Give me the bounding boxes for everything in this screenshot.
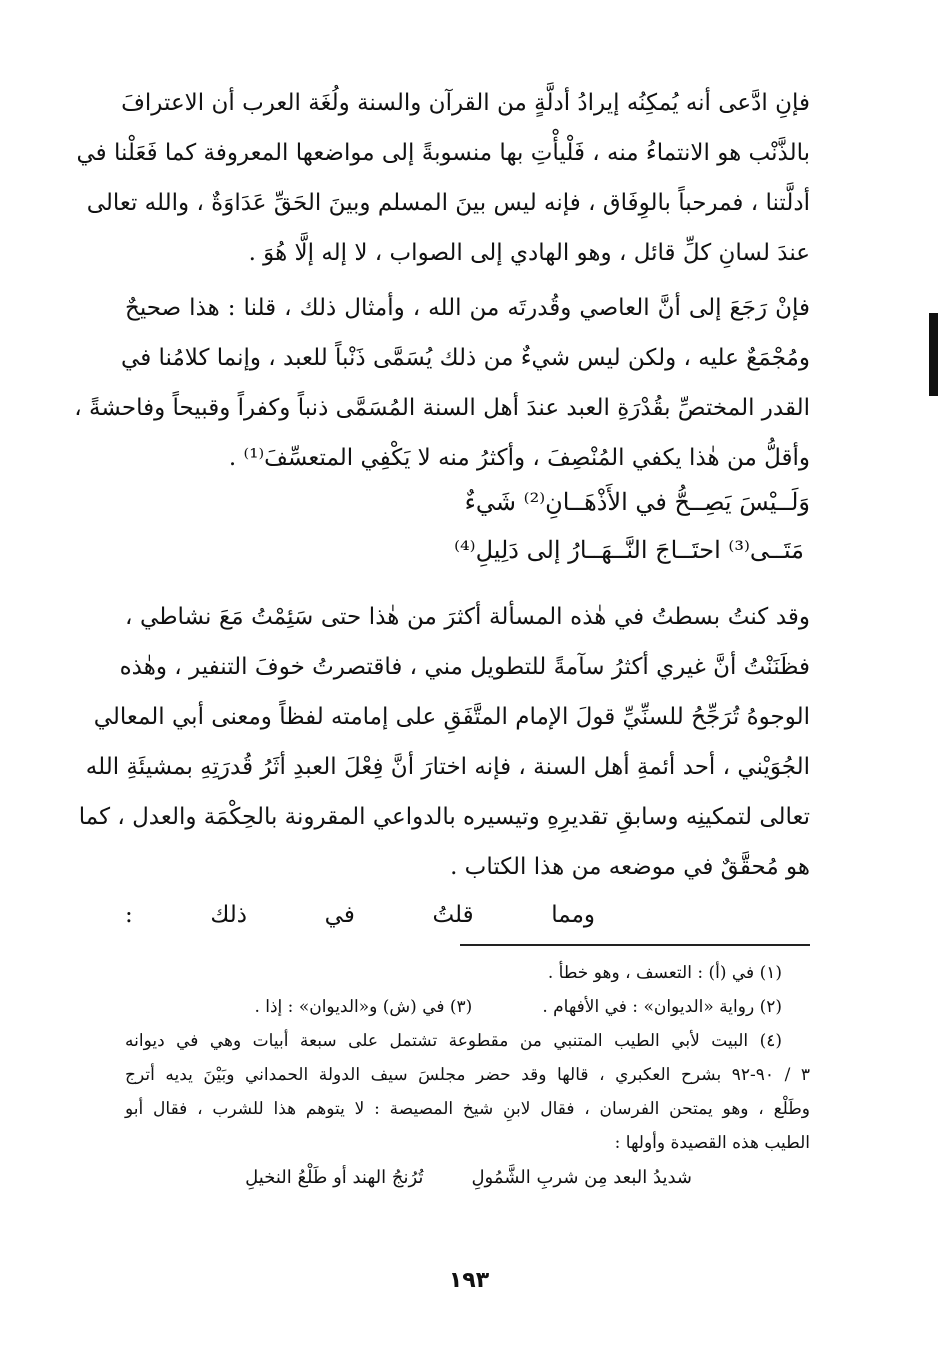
footnote-separator bbox=[460, 944, 810, 946]
verse-block bbox=[125, 478, 810, 574]
text-line: الجُوَيْني ، أحد أئمةِ أهل السنة ، فإنه اختارَ أنَّ فِعْلَ العبدِ أثَرُ قُدرَتِهِ بمشيئَةِ الله bbox=[85, 754, 810, 780]
page-number: ١٩٣ bbox=[448, 1268, 490, 1293]
footnote-2: (٢) رواية «الديوان» : في الأفهام . bbox=[542, 997, 782, 1017]
verse-line-2: مَتَــى⁽³⁾ احتَــاجَ النَّــهَــارُ إلى دَلِيلِ⁽⁴⁾ bbox=[454, 536, 804, 564]
text-line: عندَ لسانِ كلِّ قائل ، وهو الهادي إلى الصواب ، لا إله إلَّا هُوَ . bbox=[248, 240, 810, 266]
footnote-4-line: (٤) البيت لأبي الطيب المتنبي من مقطوعة تشتمل على سبعة أبيات وهي في ديوانه bbox=[125, 1031, 782, 1051]
footnote-4-line: ٣ / ٩٠-٩٢ بشرح العكبري ، قالها وقد حضر مجلسَ سيف الدولة الحمداني وبَيْنَ يديه أترج bbox=[125, 1065, 810, 1085]
poem-hemistich-2: تُرُنجُ الهند أو طَلْعُ النخيلِ bbox=[245, 1167, 424, 1188]
text-line: فإنْ رَجَعَ إلى أنَّ العاصي وقُدرتَه من الله ، وأمثال ذلك ، قلنا : هذا صحيحٌ bbox=[125, 295, 810, 321]
footnotes bbox=[125, 956, 810, 1196]
verse-line-1: وَلَــيْسَ يَصِــحُّ في الأَذْهَــانِ⁽²⁾ شَيءٌ bbox=[464, 488, 810, 516]
text-line: هو مُحقَّقٌ في موضعه من هذا الكتاب . bbox=[450, 854, 810, 880]
text-line: أدلَّتنا ، فمرحباً بالوِفَاق ، فإنه ليس بينَ المسلم وبينَ الحَقِّ عَدَاوَةٌ ، والله تعالى bbox=[86, 190, 810, 216]
closing-line bbox=[125, 890, 810, 940]
page-edge-mark bbox=[929, 313, 938, 396]
text-line: القدر المختصِّ بقُدْرَةِ العبد عندَ أهل السنة المُسَمَّى ذنباً وكفراً وقبيحاً وفاحشةً ، bbox=[74, 395, 810, 421]
footnote-3: (٣) في (ش) و«الديوان» : إذا . bbox=[254, 997, 473, 1017]
text-line: تعالى لتمكينِه وسابقِ تقديرِهِ وتيسيره بالدواعي المقرونة بالحِكْمَة والعدل ، كما bbox=[78, 804, 810, 830]
paragraph-3 bbox=[78, 592, 810, 892]
footnote-row-2-3 bbox=[125, 990, 810, 1024]
text-line: فظَنَنْتُ أنَّ غيري أكثرُ سآمةً للتطويل مني ، فاقتصرتُ خوفَ التنفير ، وهٰذه bbox=[119, 654, 810, 680]
text-line: ومُجْمَعٌ عليه ، ولكن ليس شيءٌ من ذلك يُسَمَّى ذَنْباً للعبد ، وإنما كلامُنا في bbox=[121, 345, 810, 371]
text-line: وأقلُّ من هٰذا يكفي المُنْصِفَ ، وأكثرُ منه لا يَكْفِي المتعسِّفَ⁽¹⁾ . bbox=[228, 445, 810, 471]
paragraph-1 bbox=[76, 78, 810, 278]
poem-hemistich-1: شديدُ البعد مِن شربِ الشَّمُولِ bbox=[471, 1167, 692, 1188]
footnote-poem bbox=[125, 1160, 810, 1196]
text-line: ومما قلتُ في ذلك : bbox=[125, 902, 595, 928]
text-line: بالذَّنْب هو الانتماءُ منه ، فَلْيأْتِ بها منسوبةً إلى مواضعها المعروفة كما فَعَلْنا في bbox=[76, 140, 810, 166]
paragraph-2 bbox=[74, 283, 810, 483]
footnote-1: (١) في (أ) : التعسف ، وهو خطأ . bbox=[547, 963, 782, 983]
text-line: فإنِ ادَّعى أنه يُمكِنُه إيرادُ أدلَّةٍ من القرآن والسنة ولُغَة العرب أن الاعترافَ bbox=[121, 90, 810, 116]
text-line: وقد كنتُ بسطتُ في هٰذه المسألة أكثرَ من هٰذا حتى سَئِمْتُ مَعَ نشاطي ، bbox=[125, 604, 810, 630]
footnote-4-line: الطيب هذه القصيدة وأولها : bbox=[614, 1133, 810, 1153]
footnote-4-line: وطَلْع ، وهو يمتحن الفرسان ، فقال لابنِ شيخ المصيصة : لا يتوهم هذا للشرب ، فقال أبو bbox=[125, 1099, 810, 1119]
text-line: الوجوهُ تُرَجِّحُ للسنِّيِّ قولَ الإمام المتَّفَقِ على إمامته لفظاً ومعنى أبي المعالي bbox=[93, 704, 810, 730]
